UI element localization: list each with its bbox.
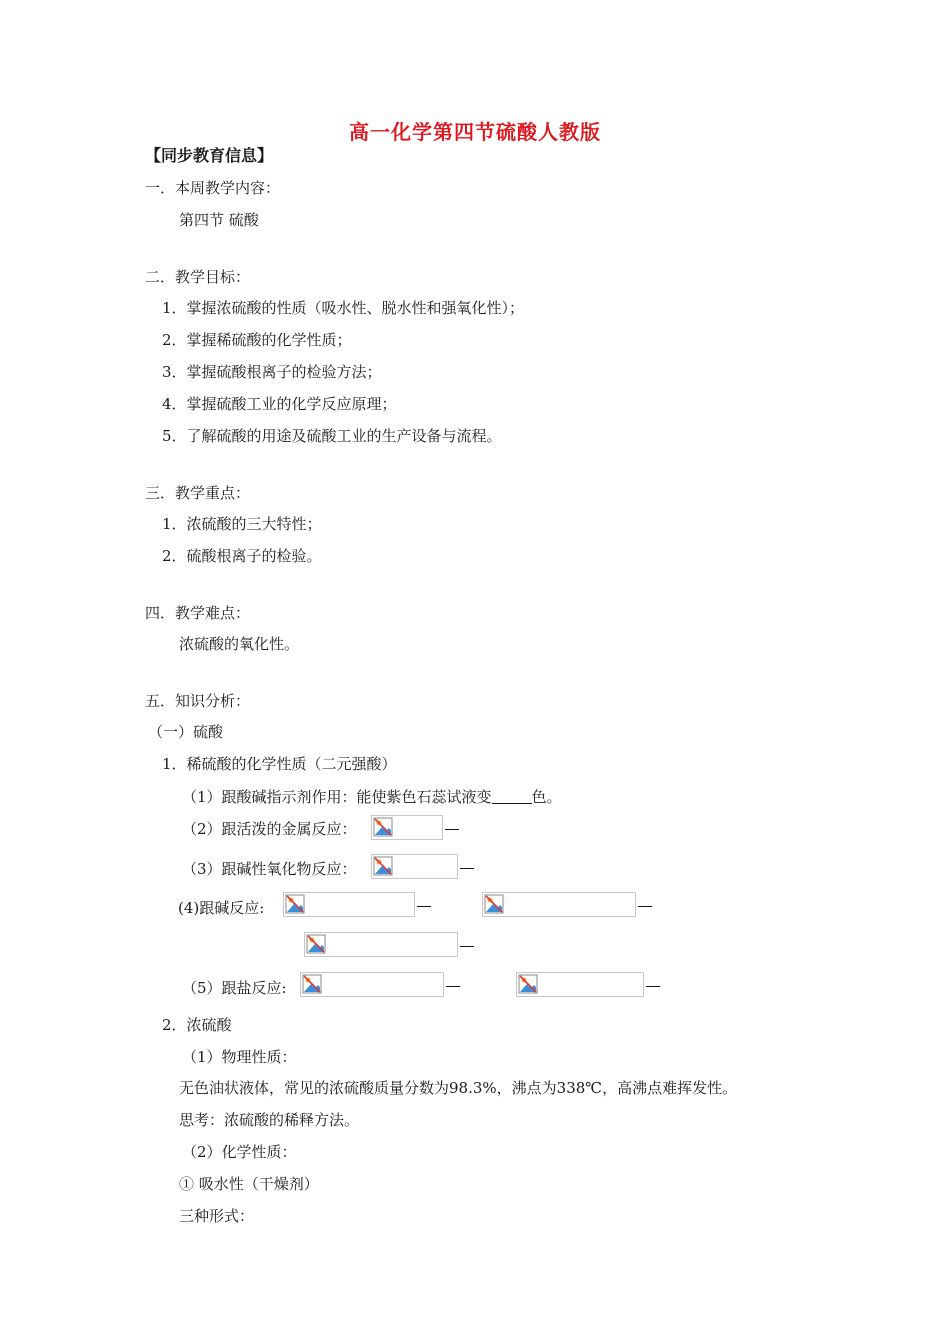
dash-mark [446, 986, 460, 987]
oxide-reaction-label: （3）跟碱性氧化物反应： [182, 860, 357, 878]
section-1-body: 第四节 硫酸 [179, 211, 259, 229]
section-heading: 【同步教育信息】 [145, 146, 274, 165]
broken-image-icon [373, 856, 393, 876]
subsection-sulfuric-acid: （一）硫酸 [148, 723, 224, 741]
equation-image [482, 892, 636, 917]
broken-image-icon [306, 934, 326, 954]
base-reaction-label: (4)跟碱反应: [178, 899, 265, 917]
section-2-title: 二．教学目标： [145, 268, 251, 286]
metal-reaction-label: （2）跟活泼的金属反应： [182, 820, 357, 838]
equation-image [283, 892, 415, 917]
broken-image-icon [373, 817, 393, 837]
equation-image [300, 972, 444, 997]
indicator-text-end: 色。 [531, 788, 562, 806]
three-forms-label: 三种形式： [179, 1207, 255, 1225]
dash-mark [646, 986, 660, 987]
broken-image-icon [484, 894, 504, 914]
list-item: 2．硫酸根离子的检验。 [162, 547, 322, 565]
list-item: 3．掌握硫酸根离子的检验方法； [162, 363, 382, 381]
section-4-title: 四．教学难点： [145, 604, 251, 622]
list-item: 4．掌握硫酸工业的化学反应原理； [162, 395, 397, 413]
equation-image [516, 972, 644, 997]
section-3-title: 三．教学重点： [145, 484, 251, 502]
broken-image-icon [285, 894, 305, 914]
broken-image-icon [302, 974, 322, 994]
list-item: 5．了解硫酸的用途及硫酸工业的生产设备与流程。 [162, 427, 502, 445]
salt-reaction-label: （5）跟盐反应: [182, 979, 287, 997]
hygroscopic-item: ① 吸水性（干燥剂） [179, 1175, 319, 1193]
physical-properties-body: 无色油状液体，常见的浓硫酸质量分数为98.3%，沸点为338℃，高沸点难挥发性。 [179, 1079, 738, 1097]
list-item: 2．掌握稀硫酸的化学性质； [162, 331, 352, 349]
dash-mark [460, 868, 474, 869]
broken-image-icon [518, 974, 538, 994]
section-4-body: 浓硫酸的氧化性。 [179, 635, 300, 653]
section-1-title: 一．本周教学内容： [145, 179, 281, 197]
concentrated-acid-heading: 2．浓硫酸 [162, 1016, 232, 1034]
dash-mark [638, 906, 652, 907]
dash-mark [417, 906, 431, 907]
physical-properties-label: （1）物理性质： [182, 1048, 297, 1066]
indicator-text: （1）跟酸碱指示剂作用：能使紫色石蕊试液变 [182, 788, 492, 806]
dash-mark [460, 946, 474, 947]
answer-blank [492, 789, 532, 804]
equation-image [371, 854, 458, 879]
dilute-acid-heading: 1．稀硫酸的化学性质（二元强酸） [162, 755, 397, 773]
list-item: 1．浓硫酸的三大特性； [162, 515, 322, 533]
indicator-reaction [182, 787, 562, 807]
equation-image [304, 932, 458, 957]
think-question: 思考：浓硫酸的稀释方法。 [179, 1111, 360, 1129]
section-5-title: 五．知识分析： [145, 692, 251, 710]
page-title: 高一化学第四节硫酸人教版 [349, 120, 601, 144]
list-item: 1．掌握浓硫酸的性质（吸水性、脱水性和强氧化性）； [162, 299, 525, 317]
dash-mark [445, 829, 459, 830]
equation-image [371, 815, 443, 840]
chemical-properties-label: （2）化学性质： [182, 1143, 297, 1161]
